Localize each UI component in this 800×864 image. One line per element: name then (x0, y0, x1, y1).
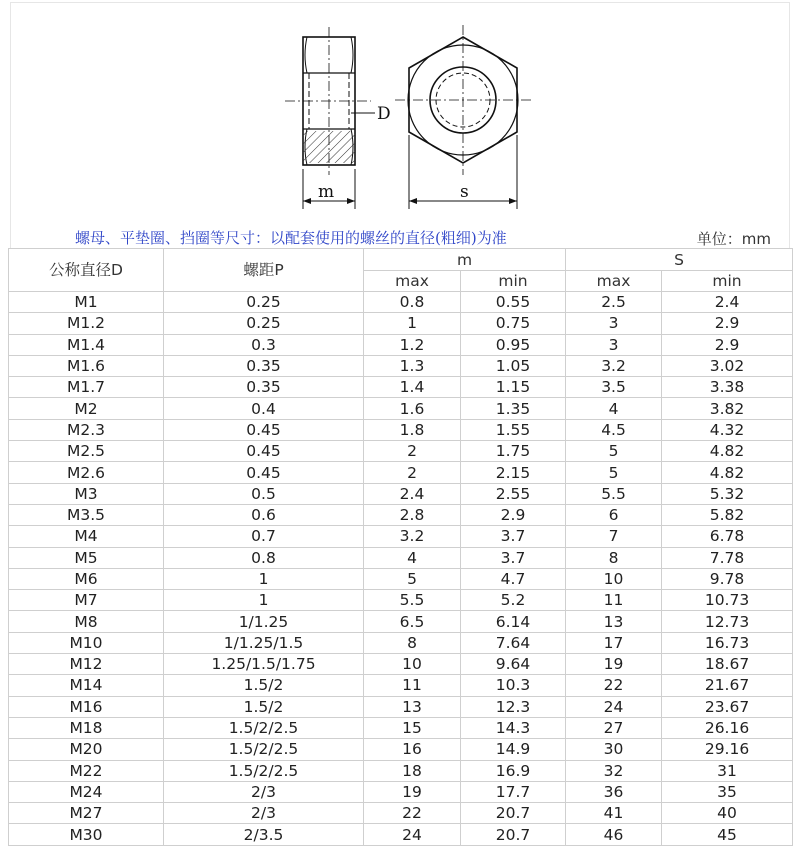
cell-pitch: 1 (164, 590, 364, 611)
cell-pitch: 0.45 (164, 462, 364, 483)
cell-m-max: 6.5 (364, 611, 461, 632)
cell-pitch: 1.5/2 (164, 696, 364, 717)
cell-s-min: 3.82 (662, 398, 793, 419)
cell-nominal: M27 (9, 803, 164, 824)
cell-m-max: 2 (364, 441, 461, 462)
cell-m-min: 1.75 (461, 441, 566, 462)
cell-m-min: 1.35 (461, 398, 566, 419)
table-row (9, 696, 793, 717)
cell-pitch: 1/1.25 (164, 611, 364, 632)
cell-s-min: 9.78 (662, 568, 793, 589)
cell-nominal: M8 (9, 611, 164, 632)
cell-nominal: M6 (9, 568, 164, 589)
cell-nominal: M18 (9, 717, 164, 738)
table-row (9, 717, 793, 738)
cell-nominal: M16 (9, 696, 164, 717)
cell-m-max: 1.3 (364, 355, 461, 376)
cell-m-min: 3.7 (461, 547, 566, 568)
cell-m-max: 15 (364, 717, 461, 738)
cell-s-max: 8 (566, 547, 662, 568)
cell-m-min: 7.64 (461, 632, 566, 653)
nut-dimension-table (8, 248, 793, 846)
cell-nominal: M24 (9, 781, 164, 802)
cell-nominal: M10 (9, 632, 164, 653)
cell-s-min: 5.82 (662, 504, 793, 525)
cell-s-min: 45 (662, 824, 793, 845)
cell-m-max: 22 (364, 803, 461, 824)
header-pitch: 螺距P (164, 249, 364, 292)
cell-s-min: 6.78 (662, 526, 793, 547)
label-d: D (377, 104, 391, 124)
cell-pitch: 1.5/2/2.5 (164, 739, 364, 760)
cell-m-min: 1.05 (461, 355, 566, 376)
cell-m-min: 0.95 (461, 334, 566, 355)
caption-note: 螺母、平垫圈、挡圈等尺寸：以配套使用的螺丝的直径(粗细)为准 (75, 229, 507, 247)
cell-s-max: 27 (566, 717, 662, 738)
cell-s-max: 3 (566, 313, 662, 334)
cell-nominal: M30 (9, 824, 164, 845)
table-row (9, 377, 793, 398)
cell-pitch: 1.25/1.5/1.75 (164, 654, 364, 675)
table-row (9, 590, 793, 611)
cell-pitch: 0.8 (164, 547, 364, 568)
cell-m-min: 20.7 (461, 803, 566, 824)
cell-nominal: M3.5 (9, 504, 164, 525)
cell-pitch: 1.5/2 (164, 675, 364, 696)
cell-pitch: 2/3 (164, 781, 364, 802)
cell-m-max: 1.2 (364, 334, 461, 355)
table-row (9, 568, 793, 589)
cell-m-max: 3.2 (364, 526, 461, 547)
table-row (9, 781, 793, 802)
cell-s-max: 7 (566, 526, 662, 547)
cell-s-max: 3 (566, 334, 662, 355)
cell-s-max: 6 (566, 504, 662, 525)
cell-m-min: 12.3 (461, 696, 566, 717)
cell-s-min: 29.16 (662, 739, 793, 760)
cell-m-max: 0.8 (364, 292, 461, 313)
cell-m-max: 24 (364, 824, 461, 845)
cell-m-min: 10.3 (461, 675, 566, 696)
table-row (9, 419, 793, 440)
cell-pitch: 2/3 (164, 803, 364, 824)
cell-m-max: 5.5 (364, 590, 461, 611)
header-s-max: max (566, 271, 662, 292)
nut-technical-drawing (10, 2, 790, 226)
cell-s-min: 35 (662, 781, 793, 802)
cell-s-min: 40 (662, 803, 793, 824)
cell-m-min: 5.2 (461, 590, 566, 611)
label-m: m (318, 182, 335, 202)
cell-s-min: 16.73 (662, 632, 793, 653)
cell-nominal: M20 (9, 739, 164, 760)
cell-s-min: 4.82 (662, 462, 793, 483)
cell-s-max: 36 (566, 781, 662, 802)
cell-nominal: M1.7 (9, 377, 164, 398)
table-row (9, 760, 793, 781)
cell-nominal: M2 (9, 398, 164, 419)
cell-m-max: 2.4 (364, 483, 461, 504)
cell-m-max: 11 (364, 675, 461, 696)
cell-pitch: 0.45 (164, 441, 364, 462)
table-row (9, 441, 793, 462)
cell-m-min: 14.9 (461, 739, 566, 760)
header-s: S (566, 249, 793, 271)
cell-s-min: 3.38 (662, 377, 793, 398)
cell-m-max: 18 (364, 760, 461, 781)
cell-s-max: 22 (566, 675, 662, 696)
table-row (9, 462, 793, 483)
cell-m-min: 0.75 (461, 313, 566, 334)
cell-m-min: 0.55 (461, 292, 566, 313)
cell-pitch: 0.6 (164, 504, 364, 525)
table-body (9, 292, 793, 846)
label-s: s (460, 182, 469, 202)
cell-s-max: 19 (566, 654, 662, 675)
cell-s-min: 21.67 (662, 675, 793, 696)
cell-m-min: 1.15 (461, 377, 566, 398)
cell-s-max: 2.5 (566, 292, 662, 313)
cell-s-max: 11 (566, 590, 662, 611)
cell-nominal: M1.6 (9, 355, 164, 376)
cell-s-max: 41 (566, 803, 662, 824)
cell-s-min: 18.67 (662, 654, 793, 675)
cell-pitch: 0.35 (164, 377, 364, 398)
cell-m-max: 8 (364, 632, 461, 653)
table-row (9, 803, 793, 824)
cell-nominal: M3 (9, 483, 164, 504)
table-row (9, 654, 793, 675)
table-row (9, 675, 793, 696)
cell-s-min: 7.78 (662, 547, 793, 568)
cell-nominal: M1.4 (9, 334, 164, 355)
cell-m-max: 1.4 (364, 377, 461, 398)
cell-m-max: 2.8 (364, 504, 461, 525)
cell-s-max: 4 (566, 398, 662, 419)
header-m: m (364, 249, 566, 271)
cell-m-min: 2.55 (461, 483, 566, 504)
cell-s-min: 23.67 (662, 696, 793, 717)
cell-s-max: 13 (566, 611, 662, 632)
cell-nominal: M22 (9, 760, 164, 781)
header-s-min: min (662, 271, 793, 292)
cell-m-max: 10 (364, 654, 461, 675)
cell-m-max: 19 (364, 781, 461, 802)
cell-s-max: 4.5 (566, 419, 662, 440)
cell-s-max: 46 (566, 824, 662, 845)
cell-s-max: 5.5 (566, 483, 662, 504)
cell-nominal: M4 (9, 526, 164, 547)
cell-nominal: M2.3 (9, 419, 164, 440)
cell-nominal: M1.2 (9, 313, 164, 334)
cell-pitch: 1 (164, 568, 364, 589)
cell-s-min: 2.9 (662, 313, 793, 334)
cell-m-min: 2.15 (461, 462, 566, 483)
cell-m-max: 16 (364, 739, 461, 760)
cell-m-max: 1.8 (364, 419, 461, 440)
cell-nominal: M12 (9, 654, 164, 675)
cell-m-max: 1 (364, 313, 461, 334)
caption-row (10, 226, 790, 248)
cell-nominal: M14 (9, 675, 164, 696)
table-row (9, 611, 793, 632)
cell-m-min: 20.7 (461, 824, 566, 845)
cell-m-max: 1.6 (364, 398, 461, 419)
cell-s-min: 26.16 (662, 717, 793, 738)
cell-s-min: 2.4 (662, 292, 793, 313)
cell-s-min: 3.02 (662, 355, 793, 376)
table-row (9, 292, 793, 313)
cell-nominal: M2.5 (9, 441, 164, 462)
cell-m-min: 4.7 (461, 568, 566, 589)
table-row (9, 334, 793, 355)
cell-pitch: 0.35 (164, 355, 364, 376)
cell-s-min: 2.9 (662, 334, 793, 355)
cell-pitch: 0.3 (164, 334, 364, 355)
unit-label: 单位：mm (696, 230, 771, 248)
table-row (9, 739, 793, 760)
table-row (9, 547, 793, 568)
cell-s-max: 24 (566, 696, 662, 717)
cell-m-min: 16.9 (461, 760, 566, 781)
cell-s-min: 5.32 (662, 483, 793, 504)
table-row (9, 526, 793, 547)
header-m-min: min (461, 271, 566, 292)
cell-pitch: 1.5/2/2.5 (164, 717, 364, 738)
cell-s-max: 32 (566, 760, 662, 781)
cell-nominal: M2.6 (9, 462, 164, 483)
cell-pitch: 1/1.25/1.5 (164, 632, 364, 653)
cell-m-min: 1.55 (461, 419, 566, 440)
header-nominal-diameter: 公称直径D (9, 249, 164, 292)
table-row (9, 824, 793, 845)
cell-m-min: 3.7 (461, 526, 566, 547)
cell-s-min: 10.73 (662, 590, 793, 611)
table-row (9, 632, 793, 653)
cell-s-max: 5 (566, 462, 662, 483)
cell-s-min: 12.73 (662, 611, 793, 632)
cell-pitch: 0.25 (164, 292, 364, 313)
cell-pitch: 0.5 (164, 483, 364, 504)
cell-s-max: 10 (566, 568, 662, 589)
cell-s-min: 4.82 (662, 441, 793, 462)
cell-nominal: M5 (9, 547, 164, 568)
cell-s-min: 4.32 (662, 419, 793, 440)
cell-pitch: 0.45 (164, 419, 364, 440)
cell-pitch: 0.4 (164, 398, 364, 419)
cell-m-max: 5 (364, 568, 461, 589)
cell-m-min: 2.9 (461, 504, 566, 525)
cell-m-max: 2 (364, 462, 461, 483)
cell-s-max: 3.5 (566, 377, 662, 398)
cell-m-max: 4 (364, 547, 461, 568)
cell-m-min: 17.7 (461, 781, 566, 802)
cell-s-max: 5 (566, 441, 662, 462)
table-row (9, 504, 793, 525)
cell-s-max: 17 (566, 632, 662, 653)
table-row (9, 398, 793, 419)
cell-pitch: 0.25 (164, 313, 364, 334)
table-row (9, 483, 793, 504)
cell-m-max: 13 (364, 696, 461, 717)
cell-m-min: 9.64 (461, 654, 566, 675)
cell-s-max: 30 (566, 739, 662, 760)
cell-nominal: M1 (9, 292, 164, 313)
table-row (9, 313, 793, 334)
cell-m-min: 6.14 (461, 611, 566, 632)
cell-pitch: 2/3.5 (164, 824, 364, 845)
cell-pitch: 0.7 (164, 526, 364, 547)
cell-s-min: 31 (662, 760, 793, 781)
cell-nominal: M7 (9, 590, 164, 611)
cell-pitch: 1.5/2/2.5 (164, 760, 364, 781)
table-row (9, 355, 793, 376)
header-m-max: max (364, 271, 461, 292)
cell-m-min: 14.3 (461, 717, 566, 738)
cell-s-max: 3.2 (566, 355, 662, 376)
